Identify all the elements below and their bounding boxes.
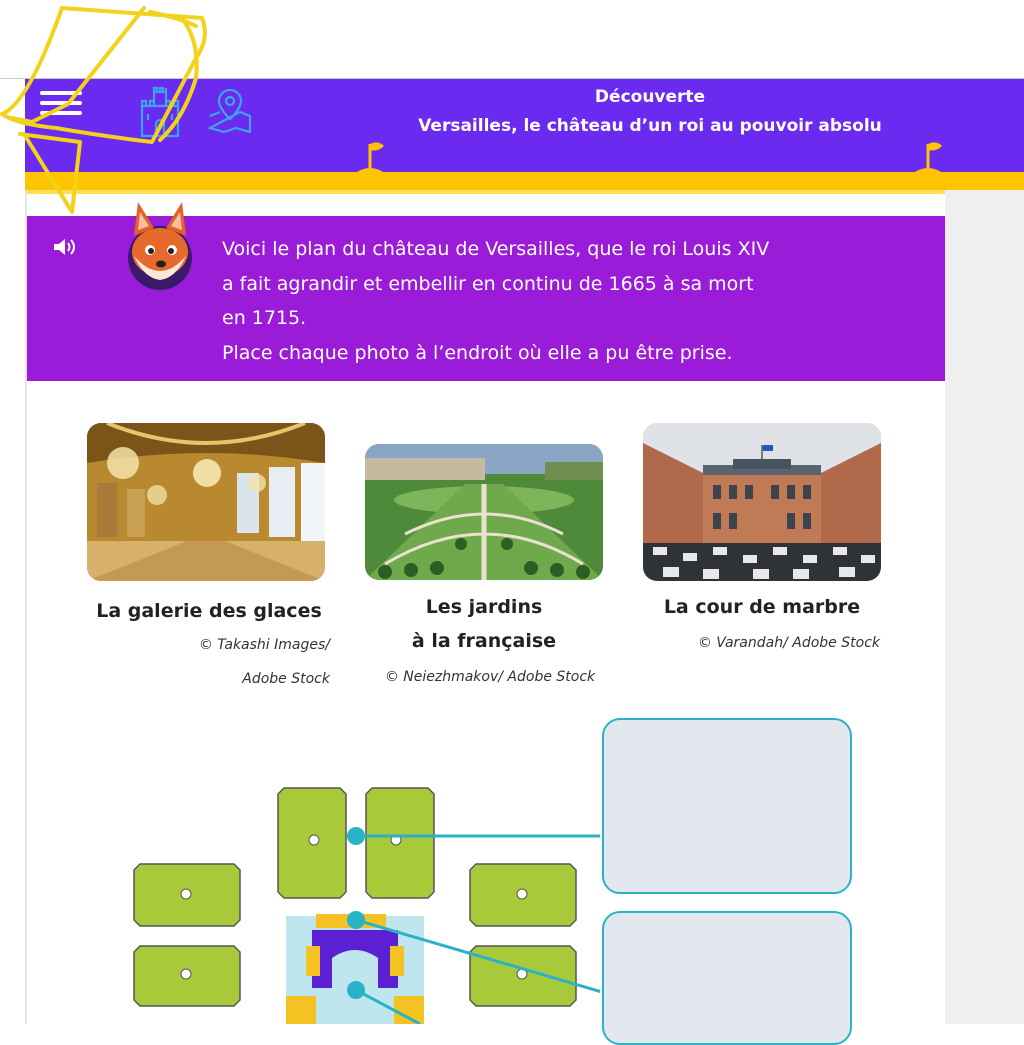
photo-galerie-des-glaces[interactable]: [87, 423, 325, 581]
credit-galerie-1: © Takashi Images/: [198, 637, 330, 653]
drop-zone-1[interactable]: [602, 718, 852, 894]
marble-court-image: [643, 423, 881, 581]
gardens-image: [365, 444, 603, 580]
header-category: Découverte: [594, 87, 706, 107]
map-pin-icon[interactable]: [206, 86, 254, 136]
drop-zone-2[interactable]: [602, 911, 852, 1045]
hamburger-icon: [40, 91, 82, 95]
header-stripe-line: [25, 190, 945, 194]
flag-icon: [910, 140, 946, 174]
caption-cour: La cour de marbre: [663, 596, 861, 618]
flag-icon: [352, 140, 388, 174]
credit-jardins: © Neiezhmakov/ Adobe Stock: [384, 669, 596, 685]
header-yellow-stripe: [25, 172, 1024, 190]
photo-jardins[interactable]: [365, 444, 603, 580]
caption-jardins-2: à la française: [411, 630, 557, 652]
credit-cour: © Varandah/ Adobe Stock: [697, 635, 880, 651]
fox-mascot: [120, 196, 202, 292]
hall-of-mirrors-image: [87, 423, 325, 581]
caption-galerie: La galerie des glaces: [96, 600, 322, 622]
chateau-plan: [120, 770, 600, 1024]
speaker-icon[interactable]: [52, 236, 78, 258]
menu-button[interactable]: [40, 88, 82, 122]
photo-cour-de-marbre[interactable]: [643, 423, 881, 581]
caption-jardins-1: Les jardins: [425, 596, 543, 618]
instruction-text: Voici le plan du château de Versailles, que le roi Louis XIV a fait agrandir et embellir en continu de 1665 à sa mort en 1715. Place chaque photo à l’endroit où elle a pu être prise.: [222, 238, 770, 364]
page-title: Versailles, le château d’un roi au pouvoir absolu: [418, 116, 882, 136]
right-gutter: [945, 190, 1024, 1024]
credit-galerie-2: Adobe Stock: [242, 671, 330, 687]
castle-icon[interactable]: [136, 84, 184, 140]
